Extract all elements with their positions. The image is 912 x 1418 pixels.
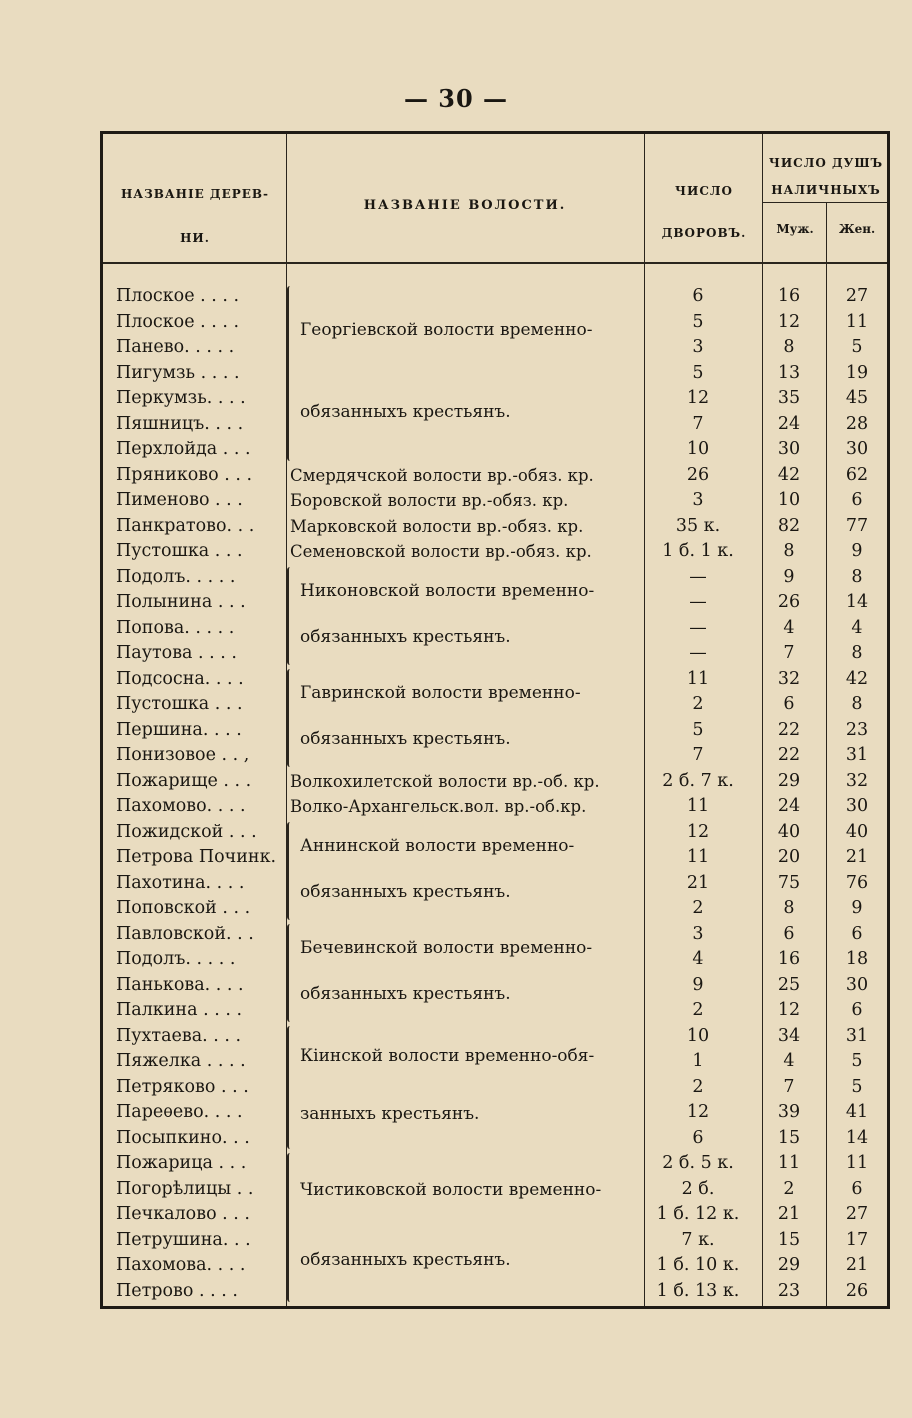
village-name: Палкина . . . . (116, 1000, 243, 1020)
male-count: 29 (777, 770, 801, 791)
households-count: 4 (692, 949, 704, 969)
households-count: 3 (692, 923, 704, 944)
village-name: Пяшницъ. . . . (116, 413, 244, 434)
male-count: 9 (783, 566, 795, 587)
female-count: 9 (851, 898, 863, 918)
female-count: 21 (845, 1255, 869, 1275)
female-count: 17 (845, 1229, 869, 1250)
female-count: 9 (851, 541, 863, 561)
female-count: 14 (845, 592, 869, 612)
village-name: Подсосна. . . . (116, 668, 244, 689)
village-name: Плоское . . . . (116, 286, 240, 306)
female-count: 31 (845, 1025, 869, 1046)
village-name: Пустошка . . . (116, 541, 243, 561)
female-count: 19 (845, 362, 869, 383)
households-count: — (689, 566, 707, 587)
village-name: Посыпкино. . . (116, 1127, 250, 1148)
male-count: 8 (783, 898, 795, 918)
households-count: 10 (686, 1025, 710, 1046)
female-count: 62 (845, 464, 869, 485)
households-count: 2 (692, 1000, 704, 1020)
households-count: 11 (686, 847, 710, 867)
male-count: 11 (777, 1153, 801, 1173)
village-name: Поповской . . . (116, 898, 251, 918)
households-count: 7 (692, 745, 704, 765)
male-count: 8 (783, 541, 795, 561)
female-count: 8 (851, 566, 863, 587)
households-count: 11 (686, 668, 710, 689)
table-row (104, 1202, 886, 1228)
header-village: НАЗВАНІЕ ДЕРЕВ- НИ. (120, 187, 270, 245)
table-row (104, 1100, 886, 1126)
male-count: 8 (783, 337, 795, 357)
village-name: Петрово . . . . (116, 1280, 238, 1301)
households-count: 9 (692, 974, 704, 995)
households-count: 2 (692, 694, 704, 714)
female-count: 21 (845, 847, 869, 867)
female-count: 6 (851, 923, 863, 944)
female-count: 77 (845, 515, 869, 536)
village-name: Погорѣлицы . . (116, 1178, 254, 1199)
households-count: — (689, 643, 707, 663)
households-count: 21 (686, 872, 710, 893)
female-count: 5 (851, 1051, 863, 1071)
village-name: Пожарище . . . (116, 770, 252, 791)
village-name: Пустошка . . . (116, 694, 243, 714)
households-count: 1 б. 13 к. (656, 1280, 740, 1301)
table-row (104, 488, 886, 514)
female-count: 5 (851, 1076, 863, 1097)
table-row (104, 1151, 886, 1177)
group-volost-line2: обязанныхъ крестьянъ. (300, 401, 511, 422)
volost-name: Семеновской волости вр.-обяз. кр. (290, 542, 592, 561)
households-count: 1 (692, 1051, 704, 1071)
village-name: Полынина . . . (116, 592, 246, 612)
female-count: 42 (845, 668, 869, 689)
page-number: — 30 — (403, 84, 509, 113)
male-count: 4 (783, 617, 795, 638)
male-count: 7 (783, 1076, 795, 1097)
households-count: 1 б. 12 к. (656, 1204, 740, 1224)
village-name: Павловской. . . (116, 923, 254, 944)
group-brace (287, 669, 293, 767)
households-count: 12 (686, 388, 710, 408)
village-name: Петрова Починк. (116, 847, 277, 867)
village-name: Плоское . . . . (116, 311, 240, 332)
male-count: 29 (777, 1255, 801, 1275)
female-count: 6 (851, 1000, 863, 1020)
male-count: 40 (777, 821, 801, 842)
female-count: 32 (845, 770, 869, 791)
female-count: 31 (845, 745, 869, 765)
village-name: Панькова. . . . (116, 974, 244, 995)
group-volost-line1: Бечевинской волости временно- (300, 938, 593, 958)
group-brace (287, 1153, 293, 1302)
group-volost-line1: Гавринской волости временно- (300, 683, 581, 703)
households-count: 1 б. 10 к. (656, 1255, 740, 1275)
female-count: 5 (851, 337, 863, 357)
male-count: 15 (777, 1229, 801, 1250)
male-count: 39 (777, 1102, 801, 1122)
village-name: Пяжелка . . . . (116, 1051, 246, 1071)
village-name: Печкалово . . . (116, 1204, 250, 1224)
households-count: 2 б. 5 к. (662, 1153, 734, 1173)
group-brace (287, 286, 293, 461)
group-volost-line2: обязанныхъ крестьянъ. (300, 1250, 511, 1271)
households-count: 3 (692, 490, 704, 510)
male-count: 16 (777, 286, 801, 306)
male-count: 82 (777, 515, 801, 536)
households-count: 7 (692, 413, 704, 434)
table-row (104, 514, 886, 540)
households-count: 12 (686, 821, 710, 842)
male-count: 6 (783, 694, 795, 714)
village-name: Перкумзь. . . . (116, 388, 246, 408)
male-count: 32 (777, 668, 801, 689)
female-count: 40 (845, 821, 869, 842)
households-count: 6 (692, 1127, 704, 1148)
header-male: Муж. (776, 222, 814, 236)
table-row (104, 361, 886, 387)
male-count: 13 (777, 362, 801, 383)
households-count: 10 (686, 439, 710, 459)
male-count: 26 (777, 592, 801, 612)
female-count: 11 (845, 1153, 869, 1173)
table-row (104, 284, 886, 310)
female-count: 30 (845, 796, 869, 816)
households-count: 1 б. 1 к. (662, 541, 734, 561)
male-count: 35 (777, 388, 801, 408)
header-volost: НАЗВАНІЕ ВОЛОСТИ. (363, 198, 567, 213)
village-name: Перхлойда . . . (116, 439, 251, 459)
male-count: 22 (777, 719, 801, 740)
group-volost-line1: Георгіевской волости временно- (300, 319, 593, 340)
village-name: Пахомова. . . . (116, 1255, 246, 1275)
group-volost-line2: занныхъ крестьянъ. (300, 1104, 480, 1125)
table-row (104, 463, 886, 489)
table-row (104, 539, 886, 565)
female-count: 6 (851, 490, 863, 510)
male-count: 42 (777, 464, 801, 485)
group-brace (287, 567, 293, 665)
households-count: 5 (692, 719, 704, 740)
header-households: ЧИСЛО ДВОРОВЪ. (661, 184, 747, 240)
village-name: Подолъ. . . . . (116, 566, 236, 587)
male-count: 25 (777, 974, 801, 995)
group-brace (287, 924, 293, 1022)
female-count: 41 (845, 1102, 869, 1122)
male-count: 6 (783, 923, 795, 944)
village-name: Попова. . . . . (116, 617, 235, 638)
group-brace (287, 1026, 293, 1150)
header-female: Жен. (838, 222, 876, 236)
table-row (104, 1279, 886, 1305)
female-count: 23 (845, 719, 869, 740)
header-rule (103, 262, 887, 264)
group-volost-line1: Аннинской волости временно- (300, 836, 575, 856)
village-name: Панево. . . . . (116, 337, 235, 357)
households-count: 5 (692, 362, 704, 383)
households-count: 2 (692, 1076, 704, 1097)
male-count: 12 (777, 1000, 801, 1020)
group-brace (287, 822, 293, 920)
female-count: 18 (845, 949, 869, 969)
volost-name: Волко-Архангельск.вол. вр.-об.кр. (290, 797, 587, 816)
table-row (104, 437, 886, 463)
header-souls: ЧИСЛО ДУШЪ НАЛИЧНЫХЪ (768, 156, 884, 197)
female-count: 4 (851, 617, 863, 638)
male-count: 24 (777, 413, 801, 434)
households-count: 3 (692, 337, 704, 357)
female-count: 27 (845, 286, 869, 306)
village-name: Першина. . . . (116, 719, 242, 740)
female-count: 27 (845, 1204, 869, 1224)
group-volost-line1: Никоновской волости временно- (300, 581, 595, 601)
village-name: Пряниково . . . (116, 464, 253, 485)
female-count: 28 (845, 413, 869, 434)
table-row (104, 1126, 886, 1152)
households-count: 6 (692, 286, 704, 306)
female-count: 45 (845, 388, 869, 408)
male-count: 2 (783, 1178, 795, 1199)
group-volost-line2: обязанныхъ крестьянъ. (300, 729, 511, 750)
group-volost-line1: Кіинской волости временно-обя- (300, 1046, 595, 1067)
male-count: 22 (777, 745, 801, 765)
male-count: 16 (777, 949, 801, 969)
female-count: 8 (851, 694, 863, 714)
households-count: 2 б. (681, 1178, 715, 1199)
village-name: Петряково . . . (116, 1076, 249, 1097)
households-count: 7 к. (681, 1229, 715, 1250)
households-count: — (689, 592, 707, 612)
male-count: 21 (777, 1204, 801, 1224)
village-name: Пожидской . . . (116, 821, 257, 842)
male-count: 4 (783, 1051, 795, 1071)
table-row (104, 794, 886, 820)
households-count: 2 (692, 898, 704, 918)
households-count: 11 (686, 796, 710, 816)
volost-name: Смердячской волости вр.-обяз. кр. (290, 465, 594, 485)
male-count: 20 (777, 847, 801, 867)
households-count: 5 (692, 311, 704, 332)
group-volost-line2: обязанныхъ крестьянъ. (300, 627, 511, 648)
male-count: 34 (777, 1025, 801, 1046)
female-count: 6 (851, 1178, 863, 1199)
village-name: Подолъ. . . . . (116, 949, 236, 969)
female-count: 11 (845, 311, 869, 332)
volost-name: Марковской волости вр.-обяз. кр. (290, 516, 584, 536)
village-name: Пахотина. . . . (116, 872, 245, 893)
village-name: Петрушина. . . (116, 1229, 251, 1250)
female-count: 14 (845, 1127, 869, 1148)
village-name: Паутова . . . . (116, 643, 237, 663)
male-count: 24 (777, 796, 801, 816)
households-count: 2 б. 7 к. (662, 770, 734, 791)
male-count: 23 (777, 1280, 801, 1301)
male-count: 30 (777, 439, 801, 459)
male-count: 75 (777, 872, 801, 893)
volost-name: Волкохилетской волости вр.-об. кр. (290, 771, 600, 791)
female-count: 30 (845, 974, 869, 995)
village-name: Пухтаева. . . . (116, 1025, 242, 1046)
male-count: 10 (777, 490, 801, 510)
female-count: 30 (845, 439, 869, 459)
households-count: 35 к. (675, 515, 721, 536)
village-name: Пахомово. . . . (116, 796, 246, 816)
group-volost-line2: обязанныхъ крестьянъ. (300, 882, 511, 903)
female-count: 26 (845, 1280, 869, 1301)
households-count: — (689, 617, 707, 638)
village-name: Понизовое . . , (116, 745, 250, 765)
volost-name: Боровской волости вр.-обяз. кр. (290, 491, 569, 510)
village-name: Пигумзь . . . . (116, 362, 240, 383)
female-count: 8 (851, 643, 863, 663)
male-count: 7 (783, 643, 795, 663)
group-volost-line2: обязанныхъ крестьянъ. (300, 984, 511, 1005)
village-name: Панкратово. . . (116, 515, 255, 536)
households-count: 26 (686, 464, 710, 485)
male-count: 12 (777, 311, 801, 332)
male-count: 15 (777, 1127, 801, 1148)
group-volost-line1: Чистиковской волости временно- (300, 1180, 602, 1201)
village-name: Пименово . . . (116, 490, 243, 510)
table-row (104, 1075, 886, 1101)
village-name: Пожарица . . . (116, 1153, 247, 1173)
village-name: Пареѳево. . . . (116, 1102, 243, 1122)
female-count: 76 (845, 872, 869, 893)
households-count: 12 (686, 1102, 710, 1122)
table-row (104, 769, 886, 795)
